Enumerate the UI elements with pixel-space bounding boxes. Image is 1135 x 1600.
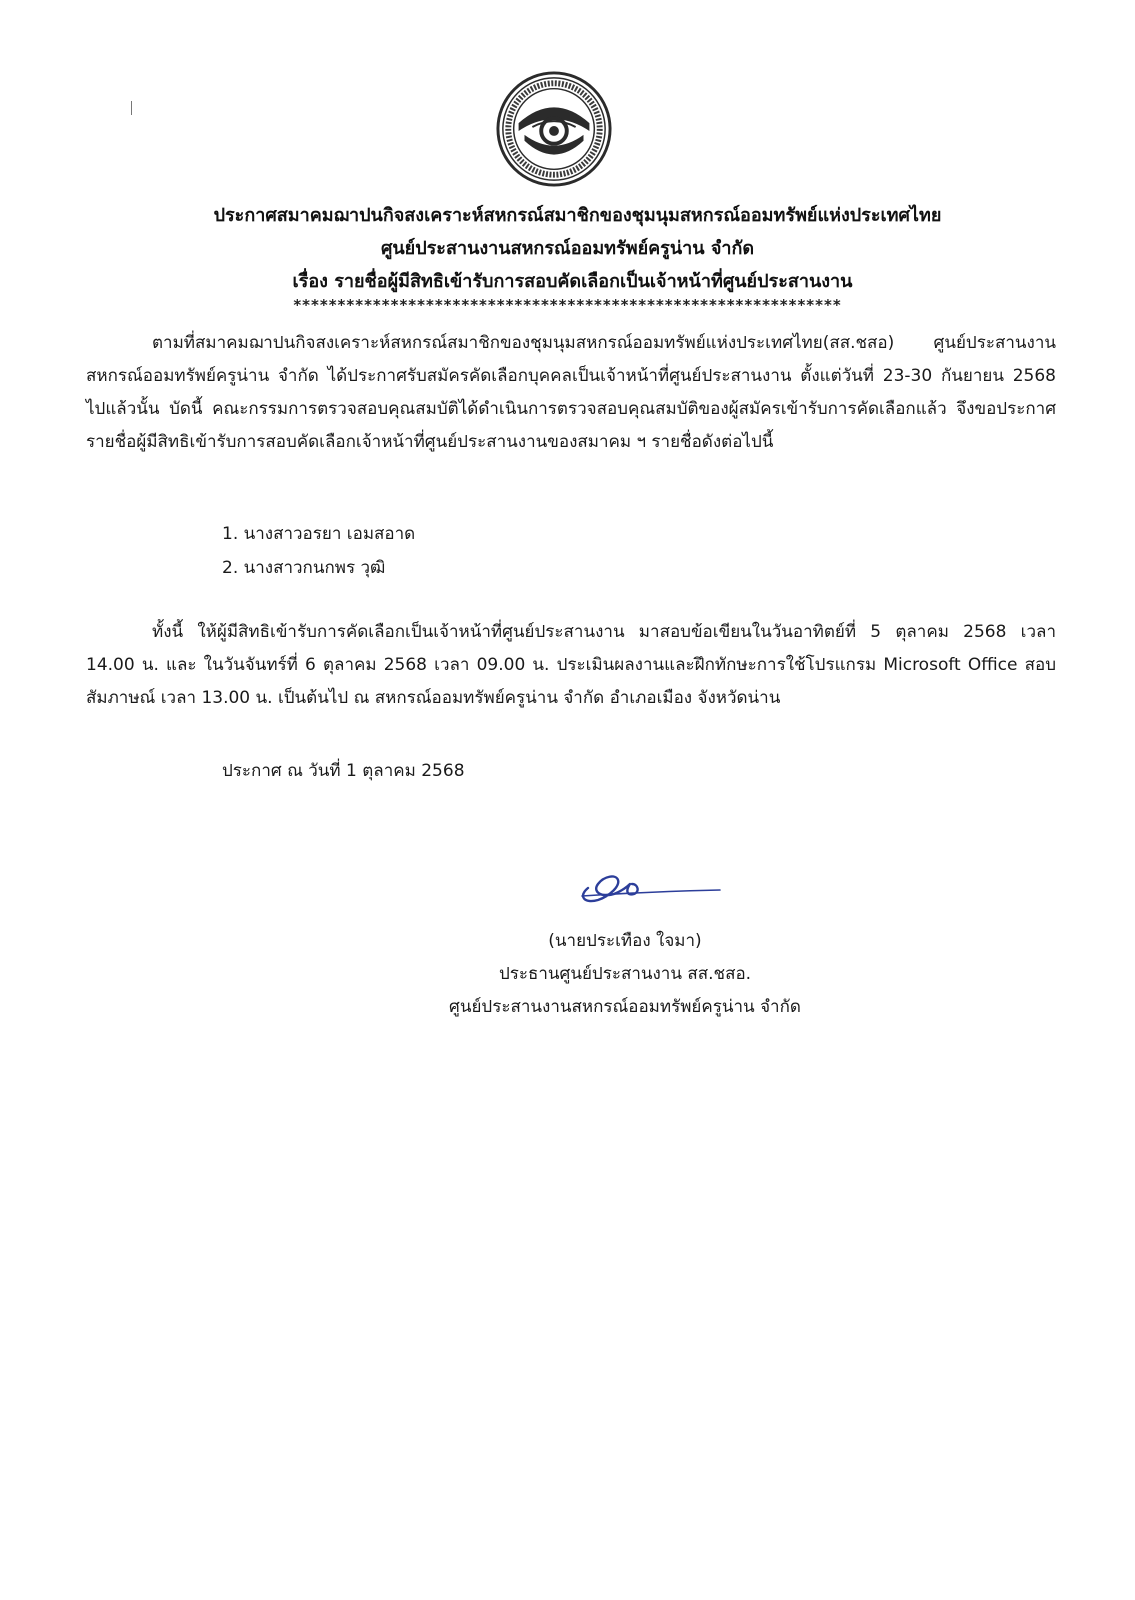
intro-paragraph-text: ตามที่สมาคมฌาปนกิจสงเคราะห์สหกรณ์สมาชิกของชุมนุมสหกรณ์ออมทรัพย์แห่งประเทศไทย(สส.ชสอ) ศูนย์ประสานงานสหกรณ์ออมทรัพย์ครูน่าน จำกัด ได้ประกาศรับสมัครคัดเลือกบุคคลเป็นเจ้าหน้าที่ศูนย์ประสานงาน ตั้งแต่วันที่ 23-30 กันยายน 2568 ไปแล้วนั้น บัดนี้ คณะกรรมการตรวจสอบคุณสมบัติได้ดำเนินการตรวจสอบคุณสมบัติของผู้สมัครเข้ารับการคัดเลือกแล้ว จึงขอประกาศรายชื่อผู้มีสิทธิเข้ารับการสอบคัดเลือกเจ้าหน้าที่ศูนย์ประสานงานของสมาคม ฯ รายชื่อดังต่อไปนี้ [86, 333, 1056, 452]
signatory-position: ประธานศูนย์ประสานงาน สส.ชสอ. [498, 964, 752, 984]
intro-paragraph [86, 327, 1056, 459]
signatory-organization: ศูนย์ประสานงานสหกรณ์ออมทรัพย์ครูน่าน จำกัด [449, 997, 801, 1017]
signatory-block [420, 925, 830, 1024]
separator-line: ************************************************************** [293, 296, 842, 314]
association-seal-icon [495, 70, 613, 188]
scan-artifact [131, 101, 132, 115]
organization-name: ศูนย์ประสานงานสหกรณ์ออมทรัพย์ครูน่าน จำกัด [380, 238, 755, 259]
handwritten-signature-icon [574, 866, 724, 910]
candidate-name-1: 1. นางสาวอรยา เอมสอาด [222, 524, 416, 544]
announcement-subject: เรื่อง รายชื่อผู้มีสิทธิเข้ารับการสอบคัดเลือกเป็นเจ้าหน้าที่ศูนย์ประสานงาน [292, 271, 853, 292]
signatory-name: (นายประเทือง ใจมา) [548, 931, 702, 951]
schedule-paragraph-text: ทั้งนี้ ให้ผู้มีสิทธิเข้ารับการคัดเลือกเป็นเจ้าหน้าที่ศูนย์ประสานงาน มาสอบข้อเขียนในวันอาทิตย์ที่ 5 ตุลาคม 2568 เวลา 14.00 น. และ ในวันจันทร์ที่ 6 ตุลาคม 2568 เวลา 09.00 น. ประเมินผลงานและฝึกทักษะการใช้โปรแกรม Microsoft Office สอบสัมภาษณ์ เวลา 13.00 น. เป็นต้นไป ณ สหกรณ์ออมทรัพย์ครูน่าน จำกัด อำเภอเมือง จังหวัดน่าน [86, 622, 1056, 708]
candidate-name-2: 2. นางสาวกนกพร วุฒิ [222, 558, 386, 578]
announcement-date: ประกาศ ณ วันที่ 1 ตุลาคม 2568 [222, 761, 465, 781]
schedule-paragraph [86, 616, 1056, 715]
announcement-title: ประกาศสมาคมฌาปนกิจสงเคราะห์สหกรณ์สมาชิกของชุมนุมสหกรณ์ออมทรัพย์แห่งประเทศไทย [213, 205, 942, 226]
